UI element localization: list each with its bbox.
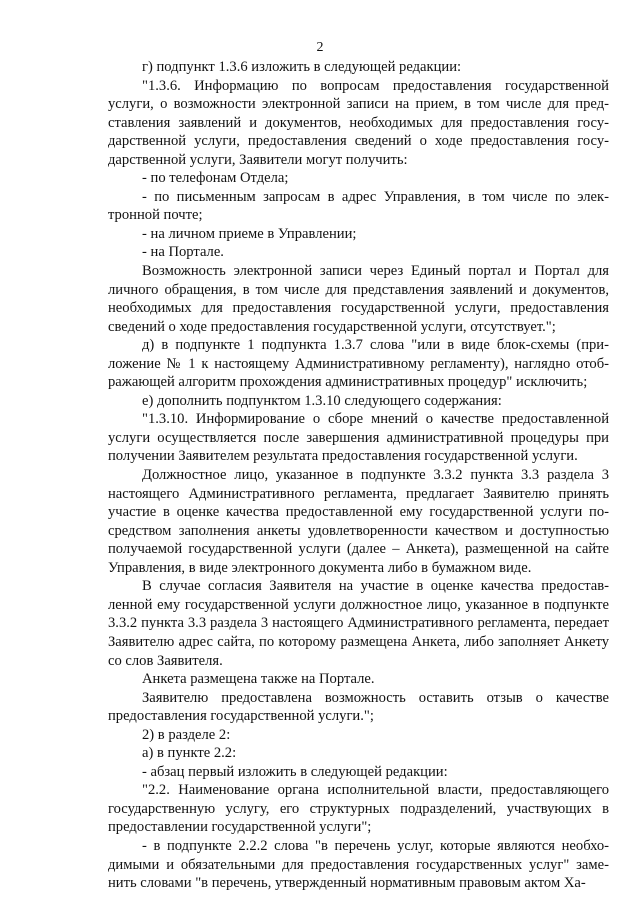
paragraph: В случае согласия Заявителя на участие в оценке качества предоставленной ему государственной услуги должностное лицо, указанное в подпункте 3.3.2 пункта 3.3 раздела 3 настоящего Административного регламента, передает Заявителю адрес сайта, по которому размещена Анкета, либо заполняет Анкету со слов Заявителя. [108, 578, 609, 669]
paragraph: "1.3.6. Информацию по вопросам предоставления государственной услуги, о возможности электронной записи на прием, в том числе для представления заявлений и документов, необходимых для предоставления государственной услуги, предоставления сведений о ходе предоставления государственной услуги, Заявители могут получить: [108, 77, 609, 168]
document-body [108, 58, 609, 893]
paragraph: "1.3.10. Информирование о сборе мнений о качестве предоставленной услуги осуществляется после завершения административной процедуры при получении Заявителем результата предоставления государственной услуги. [108, 411, 609, 465]
paragraph: "2.2. Наименование органа исполнительной власти, предоставляющего государственную услугу, его структурных подразделений, участвующих в предоставлении государственной услуги"; [108, 782, 609, 836]
list-item: - на Портале. [142, 244, 224, 261]
list-item: - на личном приеме в Управлении; [142, 225, 357, 242]
paragraph: д) в подпункте 1 подпункта 1.3.7 слова "или в виде блок-схемы (приложение № 1 к настоящему Административному регламенту), наглядно отображающей алгоритм прохождения административных процедур" исключить; [108, 337, 609, 391]
paragraph: - в подпункте 2.2.2 слова "в перечень услуг, которые являются необходимыми и обязательными для предоставления государственных услуг" заменить словами "в перечень, утвержденный нормативным правовым актом Ха- [108, 837, 609, 892]
paragraph: е) дополнить подпунктом 1.3.10 следующего содержания: [142, 392, 502, 409]
list-item: 2) в разделе 2: [142, 726, 231, 743]
paragraph: Должностное лицо, указанное в подпункте 3.3.2 пункта 3.3 раздела 3 настоящего Административного регламента, предлагает Заявителю принять участие в оценке качества предоставленной ему государственной услуги посредством заполнения анкеты удовлетворенности качеством и доступностью получаемой государственной услуги (далее – Анкета), размещенной на сайте Управления, в виде электронного документа либо в бумажном виде. [108, 467, 609, 576]
list-item: - по письменным запросам в адрес Управления, в том числе по электронной почте; [108, 188, 609, 224]
list-item: - по телефонам Отдела; [142, 170, 289, 187]
paragraph: Анкета размещена также на Портале. [142, 671, 375, 688]
page-number: 2 [316, 40, 324, 55]
paragraph: г) подпункт 1.3.6 изложить в следующей редакции: [142, 59, 462, 75]
paragraph: Возможность электронной записи через Единый портал и Портал для личного обращения, в том числе для представления заявлений и документов, необходимых для предоставления государственной услуги, предоставления сведений о ходе предоставления государственной услуги, отсутствует."; [108, 263, 609, 335]
paragraph: Заявителю предоставлена возможность оставить отзыв о качестве предоставления государственной услуги."; [108, 689, 609, 725]
list-item: - абзац первый изложить в следующей редакции: [142, 763, 448, 780]
list-item: а) в пункте 2.2: [142, 745, 237, 762]
